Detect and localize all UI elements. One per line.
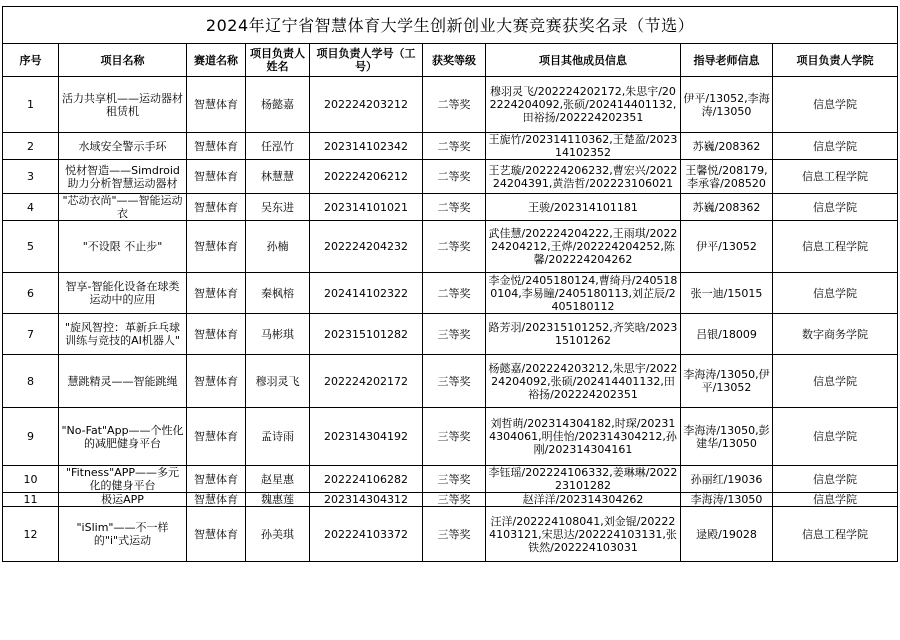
award-level: 二等奖 <box>423 77 486 133</box>
advisor-info: 张一迪/15015 <box>681 273 773 314</box>
college-name: 信息学院 <box>773 493 898 507</box>
member-info: 路芳羽/202315101252,齐笑晗/202315101262 <box>486 314 681 355</box>
advisor-info: 孙丽红/19036 <box>681 466 773 493</box>
advisor-info: 李海涛/13050,伊平/13052 <box>681 355 773 408</box>
track-name: 智慧体育 <box>187 194 246 221</box>
college-name: 信息学院 <box>773 466 898 493</box>
member-info: 王骏/202314101181 <box>486 194 681 221</box>
table-row <box>3 507 898 562</box>
row-no: 4 <box>3 194 59 221</box>
college-name: 数字商务学院 <box>773 314 898 355</box>
leader-name: 穆羽灵飞 <box>246 355 310 408</box>
award-level: 三等奖 <box>423 408 486 466</box>
advisor-info: 苏巍/208362 <box>681 194 773 221</box>
track-name: 智慧体育 <box>187 77 246 133</box>
leader-name: 吴东进 <box>246 194 310 221</box>
track-name: 智慧体育 <box>187 160 246 194</box>
table-row <box>3 493 898 507</box>
award-level: 二等奖 <box>423 160 486 194</box>
row-no: 8 <box>3 355 59 408</box>
project-name: 活力共享机——运动器材租赁机 <box>59 77 187 133</box>
table-row <box>3 355 898 408</box>
project-name: "Fitness"APP——多元化的健身平台 <box>59 466 187 493</box>
leader-name: 孙美琪 <box>246 507 310 562</box>
member-info: 刘哲萌/202314304182,时琛/202314304061,明佳怡/202314304212,孙刚/202314304161 <box>486 408 681 466</box>
member-info: 穆羽灵飞/202224202172,朱思宇/202224204092,张硕/202414401132,田裕扬/202224202351 <box>486 77 681 133</box>
leader-name: 任泓竹 <box>246 133 310 160</box>
leader-name: 赵星惠 <box>246 466 310 493</box>
table-row <box>3 408 898 466</box>
leader-id: 202224103372 <box>310 507 423 562</box>
leader-id: 202314304192 <box>310 408 423 466</box>
project-name: "芯动衣尚"——智能运动衣 <box>59 194 187 221</box>
table-row <box>3 466 898 493</box>
row-no: 12 <box>3 507 59 562</box>
leader-id: 202314304312 <box>310 493 423 507</box>
leader-name: 杨懿嘉 <box>246 77 310 133</box>
track-name: 智慧体育 <box>187 466 246 493</box>
row-no: 1 <box>3 77 59 133</box>
leader-name: 魏惠莲 <box>246 493 310 507</box>
college-name: 信息学院 <box>773 408 898 466</box>
leader-id: 202224106282 <box>310 466 423 493</box>
leader-id: 202315101282 <box>310 314 423 355</box>
row-no: 9 <box>3 408 59 466</box>
award-level: 二等奖 <box>423 221 486 273</box>
project-name: 悦材智造——Simdroid助力分析智慧运动器材 <box>59 160 187 194</box>
table-row <box>3 77 898 133</box>
leader-id: 202314102342 <box>310 133 423 160</box>
member-info: 杨懿嘉/202224203212,朱思宇/202224204092,张硕/202414401132,田裕扬/202224202351 <box>486 355 681 408</box>
leader-id: 202224203212 <box>310 77 423 133</box>
member-info: 李钰瑶/202224106332,姜琳琳/202223101282 <box>486 466 681 493</box>
leader-id: 202414102322 <box>310 273 423 314</box>
award-level: 三等奖 <box>423 507 486 562</box>
col-header-advisor: 指导老师信息 <box>681 44 773 77</box>
member-info: 李金悦/2405180124,曹绮丹/2405180104,李易瞳/2405180113,刘芷辰/2405180112 <box>486 273 681 314</box>
award-level: 三等奖 <box>423 493 486 507</box>
table-title: 2024年辽宁省智慧体育大学生创新创业大赛竞赛获奖名录（节选） <box>3 7 898 44</box>
award-table <box>2 6 898 562</box>
project-name: "旋风智控：革新乒乓球训练与竞技的AI机器人" <box>59 314 187 355</box>
row-no: 7 <box>3 314 59 355</box>
col-header-award: 获奖等级 <box>423 44 486 77</box>
advisor-info: 李海涛/13050 <box>681 493 773 507</box>
col-header-id: 项目负责人学号（工号） <box>310 44 423 77</box>
leader-id: 202224206212 <box>310 160 423 194</box>
advisor-info: 伊平/13052,李海涛/13050 <box>681 77 773 133</box>
advisor-info: 苏巍/208362 <box>681 133 773 160</box>
project-name: 智享-智能化设备在球类运动中的应用 <box>59 273 187 314</box>
project-name: "不设限 不止步" <box>59 221 187 273</box>
header-row <box>3 44 898 77</box>
college-name: 信息工程学院 <box>773 507 898 562</box>
college-name: 信息学院 <box>773 355 898 408</box>
col-header-project: 项目名称 <box>59 44 187 77</box>
member-info: 赵洋洋/202314304262 <box>486 493 681 507</box>
college-name: 信息学院 <box>773 273 898 314</box>
col-header-college: 项目负责人学院 <box>773 44 898 77</box>
table-row <box>3 194 898 221</box>
col-header-members: 项目其他成员信息 <box>486 44 681 77</box>
project-name: "iSlim"——不一样的"i"式运动 <box>59 507 187 562</box>
college-name: 信息学院 <box>773 77 898 133</box>
college-name: 信息学院 <box>773 133 898 160</box>
leader-name: 林慧慧 <box>246 160 310 194</box>
member-info: 武佳慧/202224204222,王雨琪/202224204212,王烨/202224204252,陈馨/202224204262 <box>486 221 681 273</box>
member-info: 汪洋/202224108041,刘金锟/202224103121,宋思达/202224103131,张铁然/202224103031 <box>486 507 681 562</box>
leader-name: 孟诗雨 <box>246 408 310 466</box>
col-header-no: 序号 <box>3 44 59 77</box>
advisor-info: 李海涛/13050,彭建华/13050 <box>681 408 773 466</box>
track-name: 智慧体育 <box>187 314 246 355</box>
row-no: 11 <box>3 493 59 507</box>
award-level: 三等奖 <box>423 355 486 408</box>
award-level: 三等奖 <box>423 466 486 493</box>
track-name: 智慧体育 <box>187 507 246 562</box>
leader-id: 202224202172 <box>310 355 423 408</box>
award-level: 二等奖 <box>423 273 486 314</box>
advisor-info: 伊平/13052 <box>681 221 773 273</box>
project-name: 慧跳精灵——智能跳绳 <box>59 355 187 408</box>
row-no: 2 <box>3 133 59 160</box>
member-info: 王艺璇/202224206232,曹宏兴/202224204391,黄浩哲/202223106021 <box>486 160 681 194</box>
leader-id: 202314101021 <box>310 194 423 221</box>
col-header-track: 赛道名称 <box>187 44 246 77</box>
track-name: 智慧体育 <box>187 408 246 466</box>
table-row <box>3 221 898 273</box>
leader-name: 孙楠 <box>246 221 310 273</box>
table-row <box>3 133 898 160</box>
row-no: 3 <box>3 160 59 194</box>
track-name: 智慧体育 <box>187 493 246 507</box>
col-header-leader: 项目负责人姓名 <box>246 44 310 77</box>
award-level: 二等奖 <box>423 194 486 221</box>
college-name: 信息工程学院 <box>773 160 898 194</box>
advisor-info: 逯殿/19028 <box>681 507 773 562</box>
table-row <box>3 314 898 355</box>
project-name: 水域安全警示手环 <box>59 133 187 160</box>
leader-name: 秦枫榕 <box>246 273 310 314</box>
row-no: 10 <box>3 466 59 493</box>
track-name: 智慧体育 <box>187 221 246 273</box>
award-level: 三等奖 <box>423 314 486 355</box>
track-name: 智慧体育 <box>187 133 246 160</box>
row-no: 5 <box>3 221 59 273</box>
table-row <box>3 160 898 194</box>
track-name: 智慧体育 <box>187 355 246 408</box>
member-info: 王旎竹/202314110362,王楚盈/202314102352 <box>486 133 681 160</box>
project-name: 极运APP <box>59 493 187 507</box>
award-level: 二等奖 <box>423 133 486 160</box>
advisor-info: 吕银/18009 <box>681 314 773 355</box>
college-name: 信息学院 <box>773 194 898 221</box>
track-name: 智慧体育 <box>187 273 246 314</box>
college-name: 信息工程学院 <box>773 221 898 273</box>
leader-id: 202224204232 <box>310 221 423 273</box>
row-no: 6 <box>3 273 59 314</box>
leader-name: 马彬琪 <box>246 314 310 355</box>
table-row <box>3 273 898 314</box>
project-name: "No-Fat"App——个性化的减肥健身平台 <box>59 408 187 466</box>
advisor-info: 王馨悦/208179,李承睿/208520 <box>681 160 773 194</box>
